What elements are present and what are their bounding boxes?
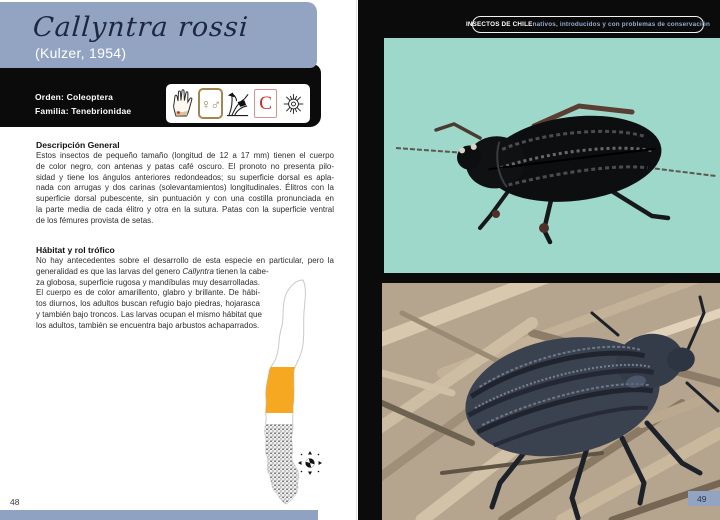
text-line: No hay antecedentes sobre el desarrollo de esta especie en particular, pero la bbox=[36, 256, 334, 265]
male-female-icon: ♀♂ bbox=[198, 88, 223, 119]
category-icon-box bbox=[166, 84, 310, 123]
text-line: la parte media de cada élitro y otra en la sutura. Patas con la superficie ventral bbox=[36, 204, 334, 214]
text-line: los adultos, también se encuentra bajo arbustos achaparrados. bbox=[36, 320, 260, 330]
letter-c-icon: C bbox=[253, 88, 278, 119]
habitat-specimen-photo bbox=[382, 283, 720, 520]
hand-icon bbox=[170, 88, 195, 119]
description-paragraph bbox=[36, 151, 334, 227]
genus-name: Callyntra bbox=[182, 266, 214, 276]
text-line: sidad y tiene los ángulos anteriores redondeados; su superficie dorsal es apla- bbox=[36, 172, 334, 182]
book-title-pill bbox=[465, 16, 711, 33]
text-line: Estos insectos de pequeño tamaño (longitud de 12 a 17 mm) tienen el cuerpo bbox=[36, 151, 334, 160]
description-heading: Descripción General bbox=[36, 140, 120, 150]
text-line: El cuerpo es de color amarillento, glabro y brillante. De hábi- bbox=[36, 288, 260, 298]
page-number-right: 49 bbox=[688, 491, 720, 506]
text-line: de los fémures provista de setas. bbox=[36, 215, 154, 225]
order-label: Orden: Coleoptera bbox=[35, 92, 114, 102]
book-title-bold: INSECTOS DE CHILE bbox=[465, 21, 533, 28]
sun-icon bbox=[281, 88, 306, 119]
text-line: de color negro, con antenas y patas café oscuro. El pronoto no presenta pilo- bbox=[36, 161, 334, 171]
book-title-rest: nativos, introducidos y con problemas de conservación bbox=[532, 21, 711, 28]
text-line: superficie dorsal pubescente, sin puntuación y con una costilla pronunciada en bbox=[36, 194, 334, 204]
text-line: nada con arrugas y dos carinas (solevantamientos) longitudinales. Élitros con la bbox=[36, 183, 334, 193]
text-line: za globosa, superficie rugosa y mandíbulas muy desarrolladas. bbox=[36, 277, 260, 287]
compass-icon bbox=[298, 451, 322, 475]
footer-band bbox=[0, 510, 318, 520]
text-line: generalidad es que las larvas del genero Callyntra tienen la cabe- bbox=[36, 266, 269, 276]
family-label: Familia: Tenebrionidae bbox=[35, 106, 132, 116]
page-fold bbox=[356, 0, 357, 520]
habitat-heading: Hábitat y rol trófico bbox=[36, 245, 115, 255]
species-author: (Kulzer, 1954) bbox=[35, 45, 127, 61]
page-number-left: 48 bbox=[10, 497, 20, 507]
chile-distribution-map bbox=[254, 276, 324, 509]
page-title: Callyntra rossi bbox=[31, 12, 250, 43]
dorsal-specimen-photo bbox=[384, 38, 720, 273]
text-line: tos diurnos, los adultos buscan refugio bajo piedras, hojarasca bbox=[36, 299, 260, 309]
plant-icon bbox=[225, 88, 250, 119]
text-line: y también bajo troncos. Las larvas ocupan el mismo hábitat que bbox=[36, 309, 262, 319]
